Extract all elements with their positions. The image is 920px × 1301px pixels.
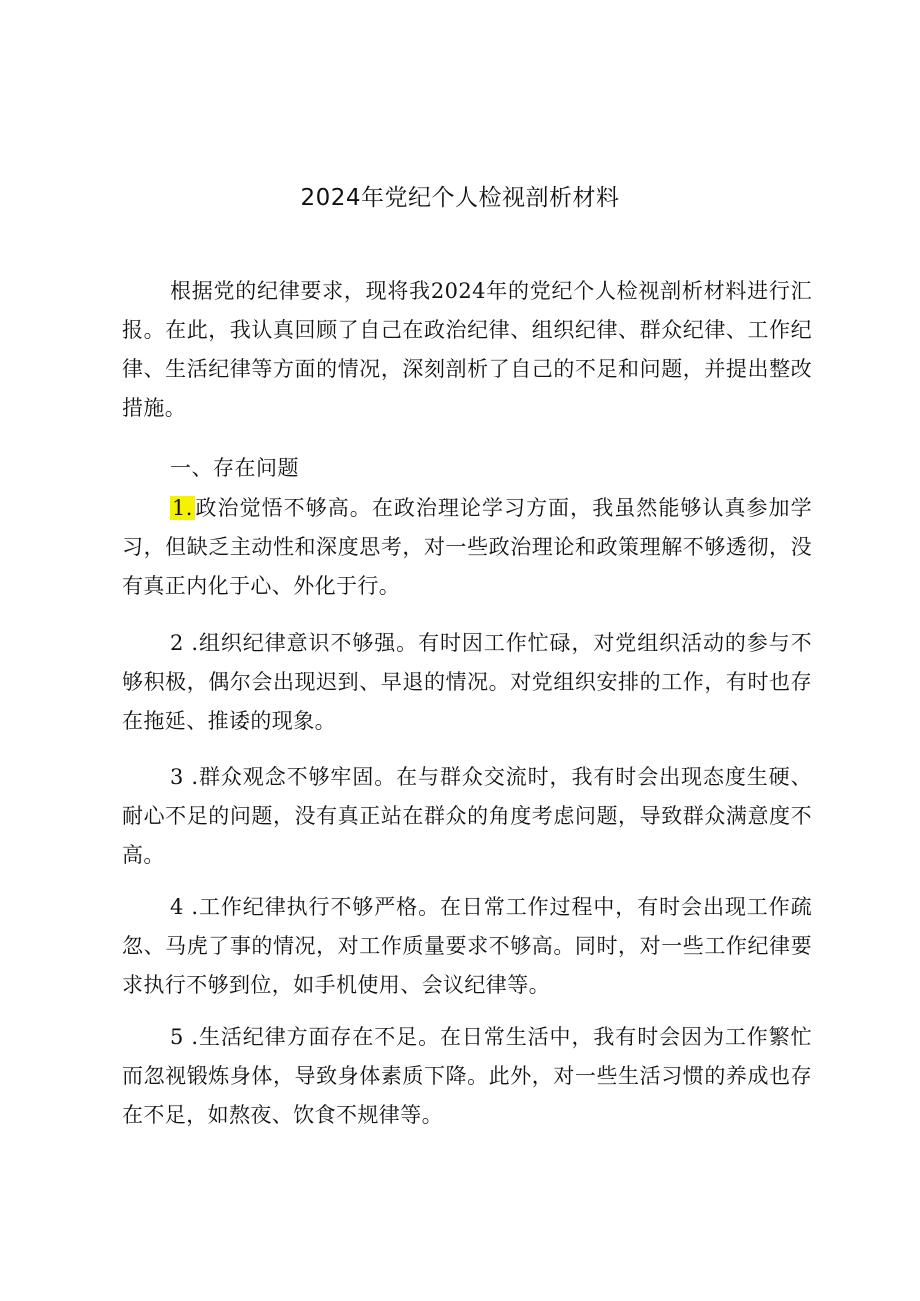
item-text: 工作纪律执行不够严格。在日常工作过程中，有时会出现工作疏忽、马虎了事的情况，对工作质量要求不够高。同时，对一些工作纪律要求执行不够到位，如手机使用、会议纪律等。: [122, 895, 812, 997]
item-number: 3 .: [170, 765, 199, 789]
item-text: 组织纪律意识不够强。有时因工作忙碌，对党组织活动的参与不够积极，偶尔会出现迟到、早退的情况。对党组织安排的工作，有时也存在拖延、推诿的现象。: [122, 631, 812, 733]
item-number: 4 .: [170, 895, 199, 919]
item-text: 群众观念不够牢固。在与群众交流时，我有时会出现态度生硬、耐心不足的问题，没有真正站在群众的角度考虑问题，导致群众满意度不高。: [122, 765, 812, 867]
list-item: [122, 489, 812, 606]
list-item: [122, 624, 812, 741]
section-heading: 一、存在问题: [170, 456, 299, 480]
document-title: 2024年党纪个人检视剖析材料: [300, 185, 620, 211]
list-item: [122, 758, 812, 875]
item-text: 政治觉悟不够高。在政治理论学习方面，我虽然能够认真参加学习，但缺乏主动性和深度思考，对一些政治理论和政策理解不够透彻，没有真正内化于心、外化于行。: [122, 496, 812, 598]
list-item: [122, 1018, 812, 1135]
item-number: 5 .: [170, 1025, 199, 1049]
item-number: 2 .: [170, 631, 199, 655]
list-item: [122, 888, 812, 1005]
item-text: 生活纪律方面存在不足。在日常生活中，我有时会因为工作繁忙而忽视锻炼身体，导致身体素质下降。此外，对一些生活习惯的养成也存在不足，如熬夜、饮食不规律等。: [122, 1025, 812, 1127]
item-number-highlighted: 1.: [172, 496, 193, 520]
intro-paragraph: 根据党的纪律要求，现将我2024年的党纪个人检视剖析材料进行汇报。在此，我认真回顾了自己在政治纪律、组织纪律、群众纪律、工作纪律、生活纪律等方面的情况，深刻剖析了自己的不足和问题，并提出整改措施。: [122, 279, 812, 420]
